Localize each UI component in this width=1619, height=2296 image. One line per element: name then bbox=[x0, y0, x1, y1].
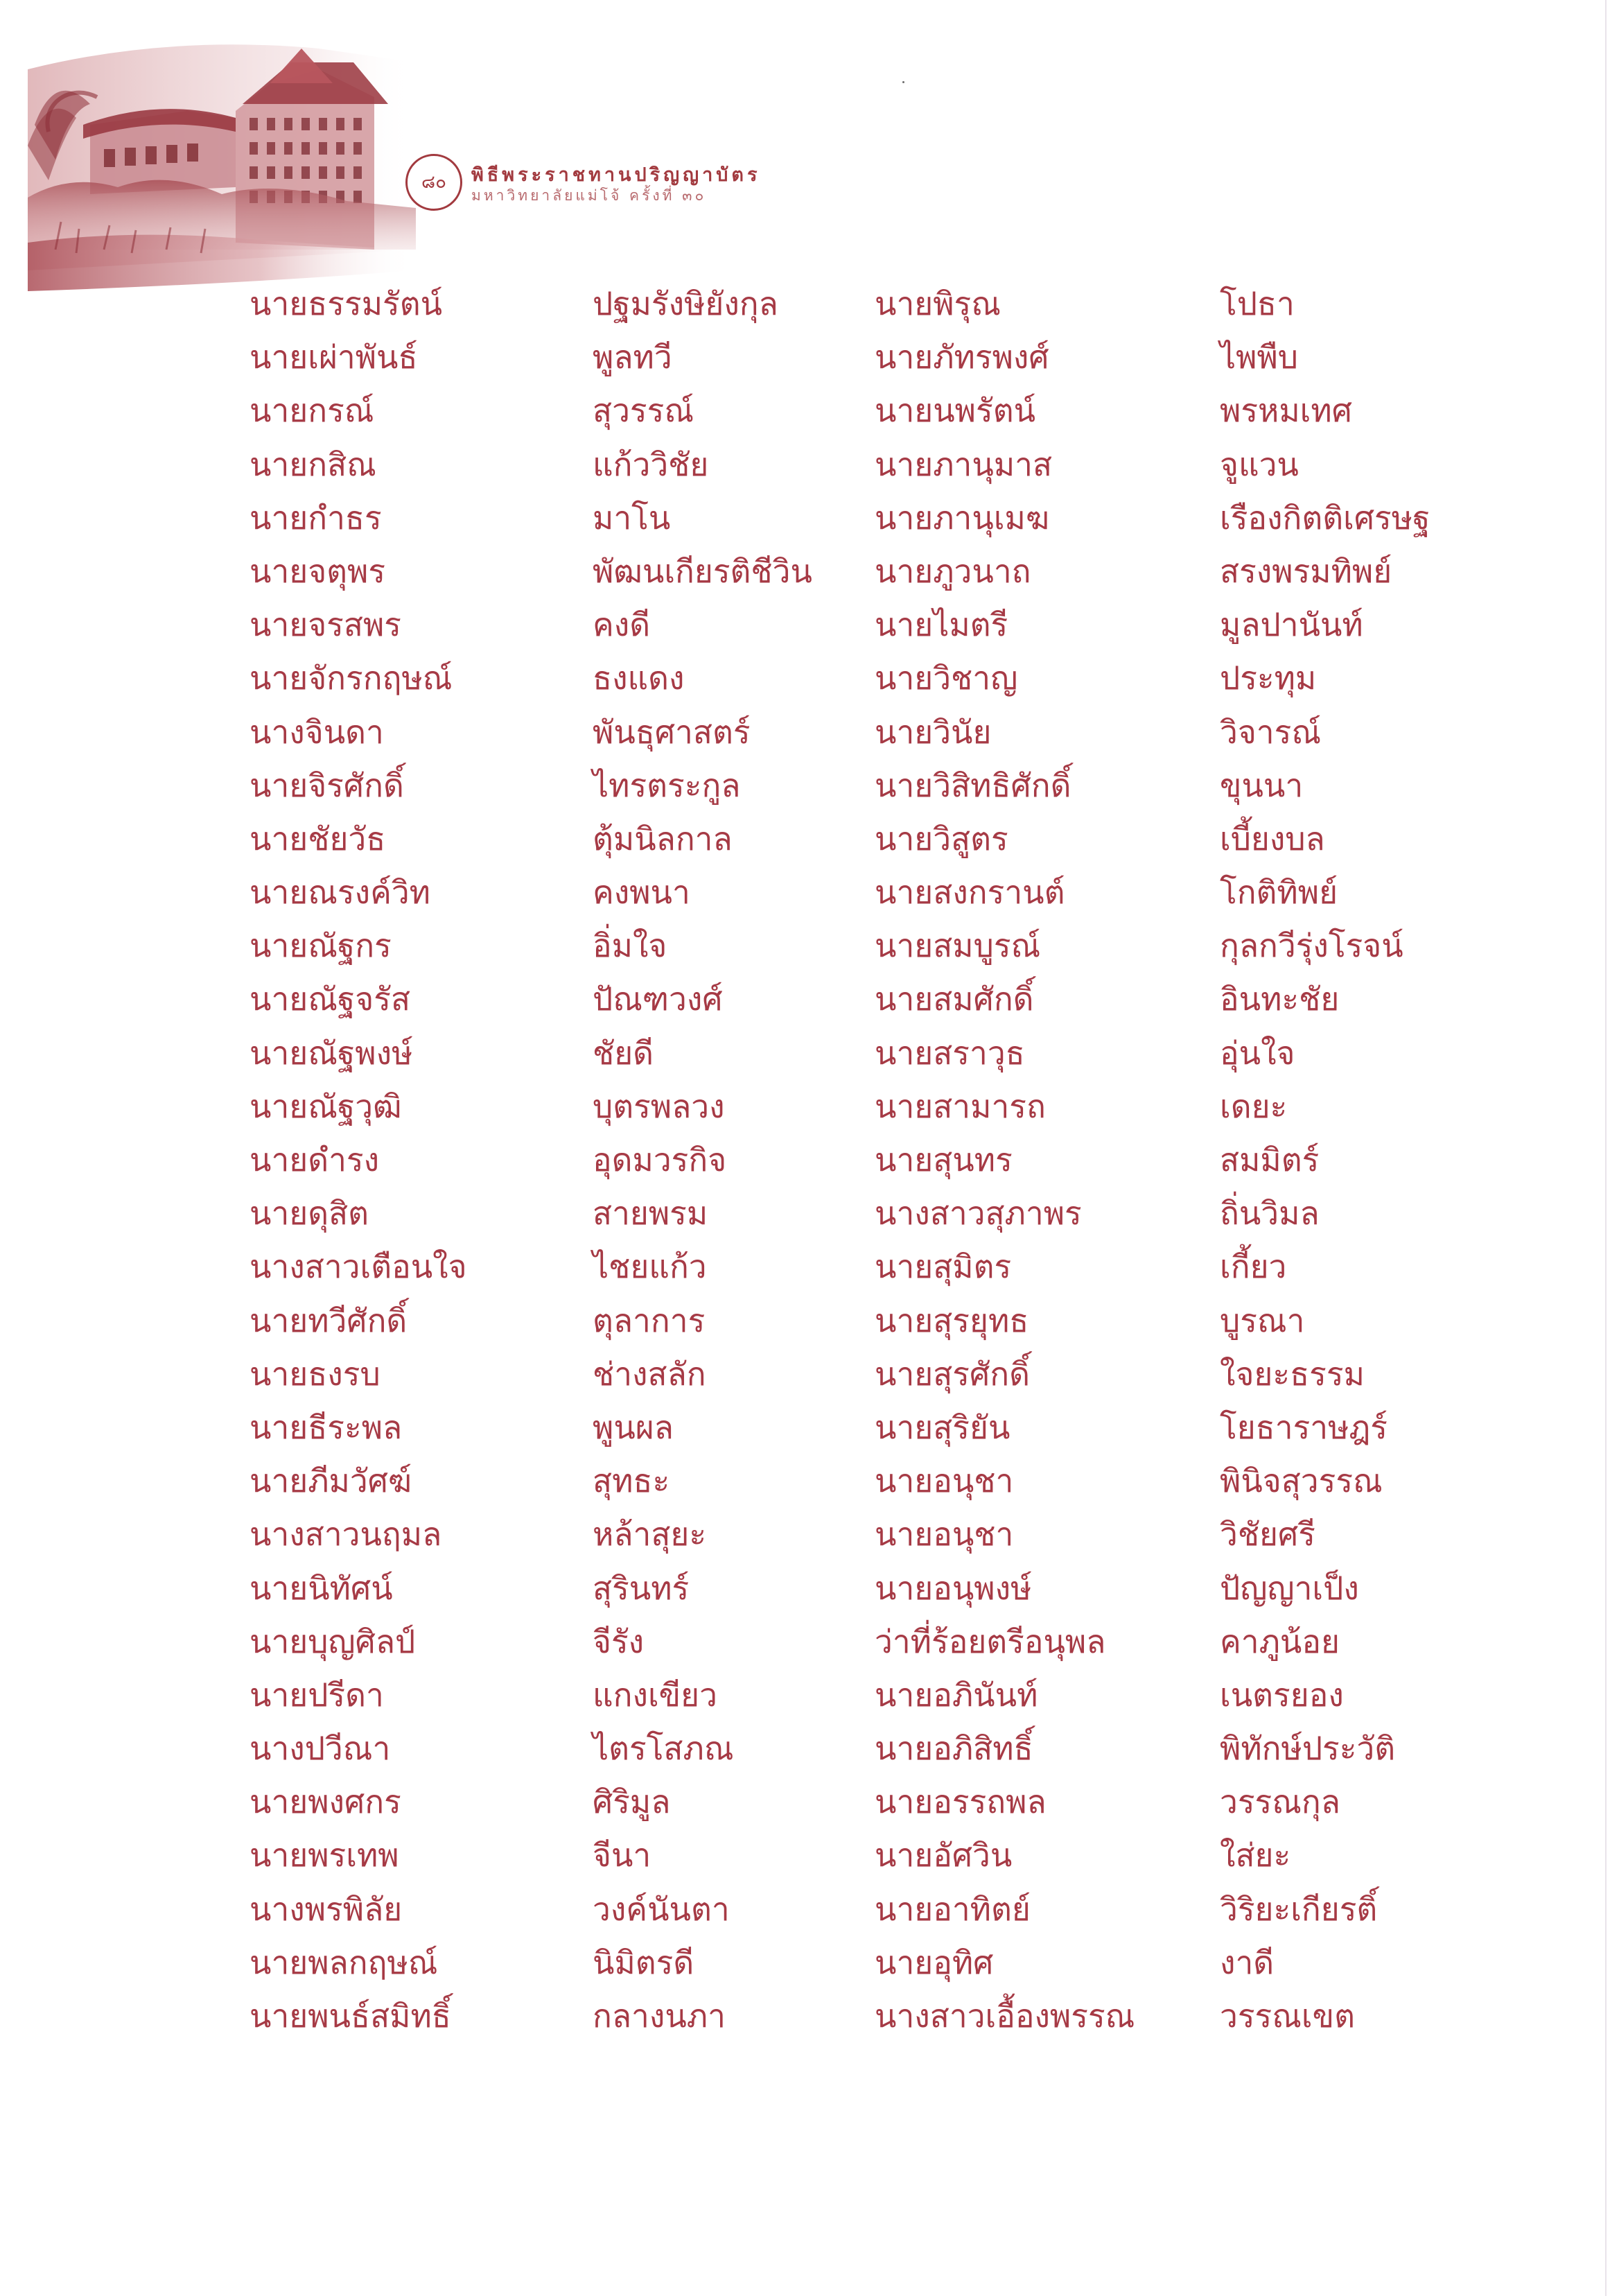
given-name: นายปรีดา bbox=[250, 1676, 384, 1714]
given-name: นายกำธร bbox=[250, 498, 382, 537]
surname: ปฐมรังษิยังกุล bbox=[593, 285, 778, 322]
name-row bbox=[0, 1294, 1619, 1348]
name-row bbox=[0, 1133, 1619, 1187]
ceremony-title: พิธีพระราชทานปริญญาบัตร bbox=[471, 164, 761, 186]
surname: แก้ววิชัย bbox=[593, 445, 709, 483]
given-name: นายทวีศักดิ์ bbox=[250, 1301, 408, 1339]
surname: ใจยะธรรม bbox=[1220, 1355, 1365, 1393]
given-name: นายนิทัศน์ bbox=[250, 1569, 393, 1607]
given-name: นายณัฐกร bbox=[250, 927, 392, 965]
given-name: นายสามารถ bbox=[875, 1087, 1046, 1125]
name-row bbox=[0, 759, 1619, 812]
surname: ปัณฑวงศ์ bbox=[593, 980, 723, 1018]
name-row bbox=[0, 1990, 1619, 2043]
given-name: นายณรงค์วิท bbox=[250, 873, 430, 912]
given-name: นางพรพิลัย bbox=[250, 1890, 403, 1928]
name-row bbox=[0, 331, 1619, 384]
given-name: นางสาวเอื้องพรรณ bbox=[875, 1997, 1135, 2035]
surname: ไพพืบ bbox=[1220, 338, 1298, 376]
name-row bbox=[0, 973, 1619, 1026]
name-row bbox=[0, 1669, 1619, 1722]
name-row bbox=[0, 1401, 1619, 1454]
ceremony-header bbox=[28, 21, 761, 298]
surname: สุรินทร์ bbox=[593, 1569, 690, 1607]
given-name: นายวิสิทธิศักดิ์ bbox=[875, 766, 1071, 804]
given-name: นายอนุพงษ์ bbox=[875, 1569, 1032, 1607]
surname: พันธุศาสตร์ bbox=[593, 713, 751, 751]
given-name: นายวินัย bbox=[875, 713, 992, 751]
given-name: นางสาวนฤมล bbox=[250, 1515, 442, 1554]
name-row bbox=[0, 1508, 1619, 1561]
surname: อินทะชัย bbox=[1220, 980, 1340, 1018]
given-name: นายสุมิตร bbox=[875, 1248, 1012, 1286]
given-name: นายอุทิศ bbox=[875, 1943, 994, 1981]
name-row bbox=[0, 1027, 1619, 1080]
given-name: นายจรสพร bbox=[250, 606, 401, 644]
surname: ประทุม bbox=[1220, 659, 1317, 697]
name-row bbox=[0, 438, 1619, 492]
given-name: นายณัฐวุฒิ bbox=[250, 1087, 402, 1125]
name-row bbox=[0, 1883, 1619, 1936]
surname: กุลกวีรุ่งโรจน์ bbox=[1220, 927, 1403, 965]
surname: วิจารณ์ bbox=[1220, 713, 1321, 751]
given-name: นายสงกรานต์ bbox=[875, 873, 1065, 912]
surname: โยธาราษฎร์ bbox=[1220, 1408, 1388, 1446]
given-name: นายพิรุณ bbox=[875, 285, 1001, 322]
surname: เกี้ยว bbox=[1220, 1248, 1287, 1286]
university-subtitle: มหาวิทยาลัยแม่โจ้ ครั้งที่ ๓๐ bbox=[471, 187, 707, 204]
given-name: นายธงรบ bbox=[250, 1355, 380, 1393]
given-name: นายพนธ์สมิทธิ์ bbox=[250, 1997, 451, 2035]
given-name: นายวิสูตร bbox=[875, 819, 1008, 858]
surname: คงพนา bbox=[593, 873, 690, 912]
surname: สมมิตร์ bbox=[1220, 1141, 1320, 1179]
given-name: นายจักรกฤษณ์ bbox=[250, 659, 453, 697]
given-name: นายจตุพร bbox=[250, 552, 386, 590]
given-name: นายเผ่าพันธ์ bbox=[250, 338, 418, 376]
surname: ตุลาการ bbox=[593, 1301, 706, 1339]
surname: พูนผล bbox=[593, 1408, 674, 1446]
surname: พินิจสุวรรณ bbox=[1220, 1462, 1383, 1500]
name-row bbox=[0, 1240, 1619, 1294]
surname: สรงพรมทิพย์ bbox=[1220, 552, 1392, 590]
surname: วิชัยศรี bbox=[1220, 1515, 1315, 1554]
surname: บุตรพลวง bbox=[593, 1087, 725, 1125]
name-row bbox=[0, 1775, 1619, 1829]
given-name: นายสมศักดิ์ bbox=[875, 980, 1034, 1018]
given-name: นางจินดา bbox=[250, 713, 384, 751]
given-name: นายอัศวิน bbox=[875, 1836, 1013, 1875]
surname: วิริยะเกียรติ์ bbox=[1220, 1890, 1378, 1928]
surname: สุวรรณ์ bbox=[593, 392, 694, 430]
surname: จีรัง bbox=[593, 1622, 645, 1660]
surname: กลางนภา bbox=[593, 1997, 726, 2035]
surname: แกงเขียว bbox=[593, 1676, 717, 1714]
name-row bbox=[0, 1722, 1619, 1775]
given-name: นายนพรัตน์ bbox=[875, 392, 1036, 430]
surname: สายพรม bbox=[593, 1194, 708, 1233]
name-row bbox=[0, 384, 1619, 437]
surname: จีนา bbox=[593, 1836, 651, 1875]
surname: คาภูน้อย bbox=[1220, 1622, 1340, 1660]
surname: หล้าสุยะ bbox=[593, 1515, 707, 1554]
name-row bbox=[0, 706, 1619, 759]
surname: มาโน bbox=[593, 498, 671, 537]
given-name: นายอภิสิทธิ์ bbox=[875, 1730, 1033, 1768]
name-row bbox=[0, 492, 1619, 545]
name-row bbox=[0, 1562, 1619, 1615]
name-row bbox=[0, 545, 1619, 598]
name-row bbox=[0, 1936, 1619, 1990]
given-name: นายพงศกร bbox=[250, 1783, 401, 1821]
surname: พรหมเทศ bbox=[1220, 392, 1352, 430]
name-row bbox=[0, 812, 1619, 866]
name-row bbox=[0, 919, 1619, 973]
given-name: นายดำรง bbox=[250, 1141, 380, 1179]
surname: เนตรยอง bbox=[1220, 1676, 1344, 1714]
surname: ไตรโสภณ bbox=[593, 1730, 734, 1768]
surname: พัฒนเกียรติชีวิน bbox=[593, 552, 812, 590]
surname: อิ่มใจ bbox=[593, 927, 667, 965]
surname: คงดี bbox=[593, 606, 651, 644]
surname: ขุนนา bbox=[1220, 766, 1304, 804]
surname: ธงแดง bbox=[593, 659, 685, 697]
given-name: นายจิรศักดิ์ bbox=[250, 766, 404, 804]
given-name: นายอนุชา bbox=[875, 1462, 1014, 1500]
surname: ชัยดี bbox=[593, 1034, 654, 1072]
name-row bbox=[0, 866, 1619, 919]
name-row bbox=[0, 1080, 1619, 1133]
page-number-seal: ๘๐ bbox=[405, 154, 462, 211]
surname: บูรณา bbox=[1220, 1301, 1305, 1339]
name-row bbox=[0, 598, 1619, 652]
given-name: นายณัฐจรัส bbox=[250, 980, 411, 1018]
given-name: นางสาวสุภาพร bbox=[875, 1194, 1082, 1233]
surname: มูลปานันท์ bbox=[1220, 606, 1363, 644]
surname: จูแวน bbox=[1220, 445, 1299, 483]
surname: พูลทวี bbox=[593, 338, 672, 376]
given-name: นางสาวเตือนใจ bbox=[250, 1248, 467, 1286]
surname: พิทักษ์ประวัติ bbox=[1220, 1730, 1396, 1768]
surname: นิมิตรดี bbox=[593, 1943, 694, 1981]
surname: ตุ้มนิลกาล bbox=[593, 819, 733, 858]
given-name: นายภีมวัศฆ์ bbox=[250, 1462, 412, 1500]
surname: วรรณเขต bbox=[1220, 1997, 1355, 2035]
given-name: นายไมตรี bbox=[875, 606, 1008, 644]
name-row bbox=[0, 1829, 1619, 1882]
given-name: นายธีระพล bbox=[250, 1408, 403, 1446]
surname: ปัญญาเป็ง bbox=[1220, 1569, 1359, 1607]
given-name: นายสุรศักดิ์ bbox=[875, 1355, 1030, 1393]
surname: ถิ่นวิมล bbox=[1220, 1194, 1320, 1233]
given-name: นายภานุเมฆ bbox=[875, 498, 1050, 537]
given-name: ว่าที่ร้อยตรีอนุพล bbox=[875, 1622, 1106, 1660]
given-name: นายกสิณ bbox=[250, 445, 376, 483]
surname: ไชยแก้ว bbox=[593, 1248, 707, 1286]
surname: วรรณกุล bbox=[1220, 1783, 1340, 1821]
given-name: นายอาทิตย์ bbox=[875, 1890, 1031, 1928]
surname: เรืองกิตติเศรษฐ bbox=[1220, 498, 1430, 537]
given-name: นายสมบูรณ์ bbox=[875, 927, 1041, 965]
given-name: นายวิชาญ bbox=[875, 659, 1018, 697]
given-name: นายสุรยุทธ bbox=[875, 1301, 1029, 1339]
surname: อุดมวรกิจ bbox=[593, 1141, 727, 1179]
given-name: นายอรรถพล bbox=[875, 1783, 1047, 1821]
given-name: นายภูวนาถ bbox=[875, 552, 1031, 590]
name-row bbox=[0, 1348, 1619, 1401]
surname: งาดี bbox=[1220, 1943, 1275, 1981]
surname: โกติทิพย์ bbox=[1220, 873, 1338, 912]
given-name: นายสุริยัน bbox=[875, 1408, 1010, 1446]
surname: ช่างสลัก bbox=[593, 1355, 706, 1393]
given-name: นายชัยวัธ bbox=[250, 819, 386, 858]
surname: ใส่ยะ bbox=[1220, 1836, 1291, 1875]
given-name: นายอภินันท์ bbox=[875, 1676, 1038, 1714]
given-name: นายกรณ์ bbox=[250, 392, 374, 430]
name-row bbox=[0, 277, 1619, 331]
name-row bbox=[0, 1615, 1619, 1669]
given-name: นายสราวุธ bbox=[875, 1034, 1025, 1072]
given-name: นายภัทรพงศ์ bbox=[875, 338, 1049, 376]
name-row bbox=[0, 1187, 1619, 1240]
surname: โปธา bbox=[1220, 285, 1295, 322]
surname: อุ่นใจ bbox=[1220, 1034, 1295, 1072]
surname: เดยะ bbox=[1220, 1087, 1288, 1125]
given-name: นายณัฐพงษ์ bbox=[250, 1034, 413, 1072]
surname: สุทธะ bbox=[593, 1462, 670, 1500]
given-name: นายพลกฤษณ์ bbox=[250, 1943, 438, 1981]
name-row bbox=[0, 1454, 1619, 1508]
given-name: นายสุนทร bbox=[875, 1141, 1013, 1179]
given-name: นายดุสิต bbox=[250, 1194, 369, 1233]
surname: ไทรตระกูล bbox=[593, 766, 741, 804]
name-row bbox=[0, 652, 1619, 705]
given-name: นายภานุมาส bbox=[875, 445, 1053, 483]
surname: เบี้ยงบล bbox=[1220, 819, 1325, 858]
given-name: นายธรรมรัตน์ bbox=[250, 285, 443, 322]
given-name: นายพรเทพ bbox=[250, 1836, 399, 1875]
given-name: นายบุญศิลป์ bbox=[250, 1622, 416, 1660]
surname: ศิริมูล bbox=[593, 1783, 671, 1821]
given-name: นายอนุชา bbox=[875, 1515, 1014, 1554]
given-name: นางปวีณา bbox=[250, 1730, 391, 1768]
surname: วงค์นันตา bbox=[593, 1890, 730, 1928]
print-speck bbox=[902, 81, 904, 83]
graduate-name-list bbox=[0, 277, 1619, 2043]
